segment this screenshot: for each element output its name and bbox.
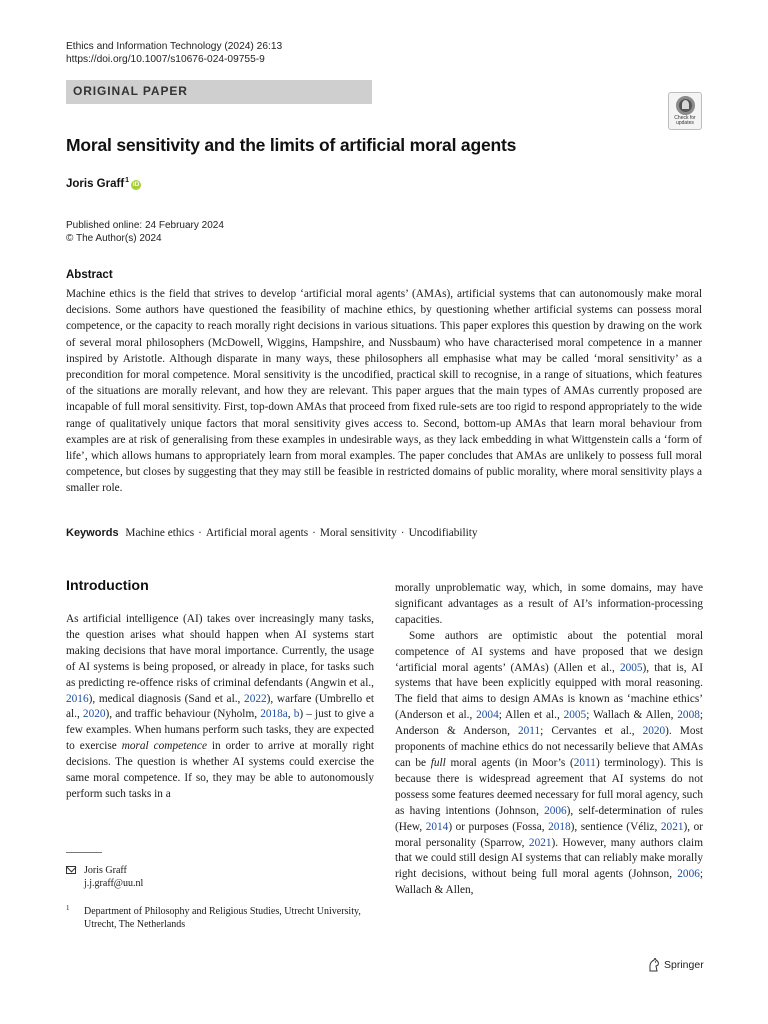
text-run: ), warfare (Umbrello et al., [66,692,374,721]
citation-link[interactable]: 2008 [677,709,700,722]
article-type-bar [66,80,372,104]
orcid-icon[interactable]: iD [132,181,140,188]
text-run: ), medical diagnosis (Sand et al., [88,692,245,705]
keyword-item: Moral sensitivity [319,527,397,539]
citation-link[interactable]: 2011 [517,725,541,738]
text-run: ) terminology). This is because there is widespread agreement that AI systems do not possess some features deemed necessary for full moral agency, such as having intentions (Johnson, [395,756,703,817]
keyword-separator: · [198,527,202,539]
abstract-heading: Abstract [66,269,113,281]
published-date: Published online: 24 February 2024 [66,220,224,231]
journal-citation: Ethics and Information Technology (2024) 26:13 [66,41,283,52]
citation-link[interactable]: 2005 [563,709,587,722]
text-run: in order to arrive at morally right decisions. The question is whether AI systems could exercise the same moral competence. If so, they may be able to autonomously perform such tasks in a [66,740,374,800]
citation-link[interactable]: 2005 [619,661,643,674]
emphasis: moral competence [121,740,207,753]
keyword-item: Machine ethics [125,527,195,539]
affiliation-number: 1 [66,904,70,912]
text-run: ) or purposes (Fossa, [448,820,549,833]
body-paragraph [395,629,703,899]
citation-link[interactable]: 2016 [66,692,89,705]
citation-link[interactable]: 2011 [573,756,596,769]
citation-link[interactable]: 2022 [244,692,267,705]
text-run: ), sentience (Véliz, [570,820,661,833]
check-for-updates-badge[interactable] [668,92,702,130]
author-affiliation-marker: 1 [125,177,130,184]
body-column-right [395,581,703,899]
text-run: , [287,708,294,721]
publisher-logo [648,958,704,972]
text-run: ; Allen et al., [498,709,564,722]
keywords-line [66,527,478,539]
body-paragraph: morally unproblematic way, which, in some domains, may have significant advantages as a result of AI’s information-processing capacities. [395,582,703,626]
text-run: ; Wallach & Allen, [395,868,703,897]
text-run: ). Most proponents of machine ethics do not necessarily believe that AMAs can be [395,725,704,769]
keyword-item: Artificial moral agents [205,527,309,539]
citation-link[interactable]: 2004 [476,709,499,722]
text-run: ; Cervantes et al., [540,725,643,738]
author-name[interactable]: Joris Graff [66,178,125,190]
body-column-left [66,612,374,803]
footnote-divider [66,852,102,853]
text-run: ), self-determination of rules (Hew, [395,804,703,833]
check-for-updates-label: Check for updates [674,115,696,126]
text-run: ; Wallach & Allen, [586,709,678,722]
text-run: As artificial intelligence (AI) takes over increasingly many tasks, the question arises what should happen when AI systems start making decisions that have moral importance. Currently, the usage of AI systems is being proposed, or already in place, for tasks such as predicting re-offence risks of criminal defendants (Angwin et al., [66,613,374,689]
text-run: ; Anderson & Anderson, [395,709,703,738]
keyword-separator: · [312,527,316,539]
keywords-label: Keywords [66,527,119,539]
keyword-separator: · [400,527,405,539]
bookmark-icon [676,96,695,115]
citation-link[interactable]: b [293,708,300,721]
citation-link[interactable]: 2006 [677,868,700,881]
text-run: moral agents (in Moor’s ( [445,756,574,769]
text-run: ). However, many authors claim that we could still design AI systems that can reliably make morally right decisions, without being full moral agents (Johnson, [395,836,703,881]
emphasis: full [430,756,446,769]
text-run: ), and traffic behaviour (Nyholm, [105,708,261,721]
envelope-icon [66,866,76,874]
body-paragraph [66,612,374,803]
citation-link[interactable]: 2014 [425,820,449,833]
article-type-label: ORIGINAL PAPER [73,84,188,98]
citation-link[interactable]: 2018 [548,820,571,833]
citation-link[interactable]: 2020 [642,725,666,738]
paper-title: Moral sensitivity and the limits of artificial moral agents [66,135,517,155]
citation-link[interactable]: 2021 [660,820,684,833]
text-run: ), or moral personality (Sparrow, [395,820,704,849]
introduction-heading: Introduction [66,578,149,594]
correspondence-email[interactable]: j.j.graff@uu.nl [84,878,144,889]
citation-link[interactable]: 2021 [528,836,552,849]
correspondence-name: Joris Graff [84,865,127,876]
author-line [66,178,141,190]
springer-horse-icon [648,958,660,972]
text-run: ) – just to give a few examples. When humans perform such tasks, they are expected to exercise [66,708,374,753]
doi-link[interactable]: https://doi.org/10.1007/s10676-024-09755-9 [66,54,265,65]
keyword-item: Uncodifiability [408,527,478,539]
copyright-notice: © The Author(s) 2024 [66,233,162,244]
citation-link[interactable]: 2018a [260,708,288,721]
abstract-body: Machine ethics is the field that strives to develop ‘artificial moral agents’ (AMAs), artificial systems that can autonomously make moral decisions. Some authors have questioned the feasibility of machine ethics, by questioning whether artificial systems can possess moral competence, or the capacity to reach morally right decisions in various situations. This paper explores this question by drawing on the work of several moral philosophers (McDowell, Wiggins, Hampshire, and Nussbaum) who have characterised moral competence in a manner inspired by Aristotle. Although disparate in many ways, these philosophers all emphasise what may be called ‘moral sensitivity’ as a precondition for moral competence. Moral sensitivity is the uncodified, practical skill to recognise, in a range of situations, which features of the situations are morally relevant, and how they are relevant. This paper argues that the main types of AMAs currently proposed are incapable of full moral sensitivity. First, top-down AMAs that proceed from fixed rule-sets are too rigid to respond appropriately to the wide range of qualitatively unique factors that moral sensitivity gives access to. Second, bottom-up AMAs that learn moral behaviour from examples are at risk of generalising from these examples in undesirable ways, as they lack embedding in what Wittgenstein calls a ‘form of life’, which allows humans to appropriately learn from moral examples. The paper concludes that AMAs are unlikely to possess full moral competence, but closes by suggesting that they may still be feasible in restricted domains of public morality, where moral sensitivity plays a smaller role. [66,288,702,495]
publisher-name: Springer [664,959,704,971]
citation-link[interactable]: 2006 [544,804,567,817]
citation-link[interactable]: 2020 [82,708,106,721]
text-run: Some authors are optimistic about the potential moral competence of AI systems and have proposed that we design ‘artificial moral agents’ (AMAs) (Allen et al., [395,629,703,674]
affiliation-text: Department of Philosophy and Religious Studies, Utrecht University, Utrecht, The Netherlands [84,906,361,930]
text-run: ), that is, AI systems that have been explicitly equipped with moral reasoning. The field that aims to design AMAs is known as ‘machine ethics’ (Anderson et al., [395,661,704,722]
